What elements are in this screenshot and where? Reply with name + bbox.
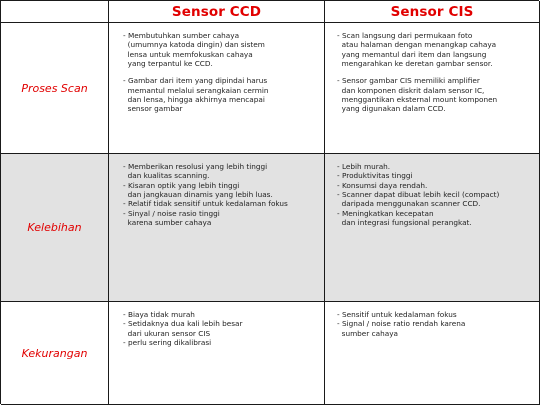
header-empty-cell	[1, 1, 109, 23]
row-label-kekurangan: Kekurangan	[1, 302, 109, 405]
text-line: lensa untuk memfokuskan cahaya	[123, 49, 253, 59]
text-line: sumber cahaya	[337, 328, 398, 338]
kekurangan-ccd-cell	[109, 302, 325, 405]
text-line: yang memantul dari item dan langsung	[337, 49, 487, 59]
text-line: - Konsumsi daya rendah.	[337, 180, 428, 190]
text-line: atau halaman dengan menangkap cahaya	[337, 40, 497, 50]
text-line: - Sinyal / noise rasio tinggi	[123, 208, 220, 218]
text-line: karena sumber cahaya	[123, 217, 212, 227]
proses-cis-cell	[325, 23, 540, 154]
text-line: dan komponen diskrit dalam sensor IC,	[337, 85, 485, 95]
text-line: dan jangkauan dinamis yang lebih luas.	[123, 189, 273, 199]
header-cis: Sensor CIS	[325, 1, 540, 23]
row-label-kelebihan: Kelebihan	[1, 154, 109, 302]
kekurangan-cis-cell	[325, 302, 540, 405]
proses-ccd-block-1	[123, 31, 318, 68]
text-line: memantul melalui serangkaian cermin	[123, 85, 269, 95]
text-line: - Sensitif untuk kedalaman fokus	[337, 310, 457, 319]
proses-cis-block-1	[337, 31, 533, 68]
proses-ccd-cell	[109, 23, 325, 154]
text-line: dan kualitas scanning.	[123, 171, 210, 181]
text-line: - Membutuhkan sumber cahaya	[123, 31, 240, 40]
text-line: - Meningkatkan kecepatan	[337, 208, 434, 218]
text-line: - Setidaknya dua kali lebih besar	[123, 319, 243, 329]
text-line: - Scan langsung dari permukaan foto	[337, 31, 473, 40]
text-line: mengarahkan ke deretan gambar sensor.	[337, 58, 493, 68]
text-line: yang digunakan dalam CCD.	[337, 104, 446, 114]
text-line: - Signal / noise ratio rendah karena	[337, 319, 466, 329]
text-line: - Kisaran optik yang lebih tinggi	[123, 180, 240, 190]
text-line: daripada menggunakan scanner CCD.	[337, 199, 481, 209]
header-ccd: Sensor CCD	[109, 1, 325, 23]
text-line: - Memberikan resolusi yang lebih tinggi	[123, 162, 268, 171]
text-line: - Scanner dapat dibuat lebih kecil (compact)	[337, 189, 500, 199]
text-line: dan integrasi fungsional perangkat.	[337, 217, 472, 227]
text-line: - Lebih murah.	[337, 162, 391, 171]
text-line: - Relatif tidak sensitif untuk kedalaman fokus	[123, 199, 288, 209]
text-line: - Biaya tidak murah	[123, 310, 195, 319]
text-line: - Produktivitas tinggi	[337, 171, 413, 181]
text-line: sensor gambar	[123, 104, 183, 114]
text-line: - Gambar dari item yang dipindai harus	[123, 76, 268, 86]
kelebihan-ccd-cell	[109, 154, 325, 302]
text-line: dari ukuran sensor CIS	[123, 328, 211, 338]
text-line: - perlu sering dikalibrasi	[123, 337, 212, 347]
row-label-proses-scan: Proses Scan	[1, 23, 109, 154]
text-line: dan lensa, hingga akhirnya mencapai	[123, 94, 265, 104]
text-line: menggantikan eksternal mount komponen	[337, 94, 498, 104]
text-line: yang terpantul ke CCD.	[123, 58, 213, 68]
proses-ccd-block-2	[123, 76, 318, 113]
proses-cis-block-2	[337, 76, 533, 113]
kelebihan-cis-cell	[325, 154, 540, 302]
text-line: (umumnya katoda dingin) dan sistem	[123, 40, 265, 50]
text-line: - Sensor gambar CIS memiliki amplifier	[337, 76, 480, 86]
